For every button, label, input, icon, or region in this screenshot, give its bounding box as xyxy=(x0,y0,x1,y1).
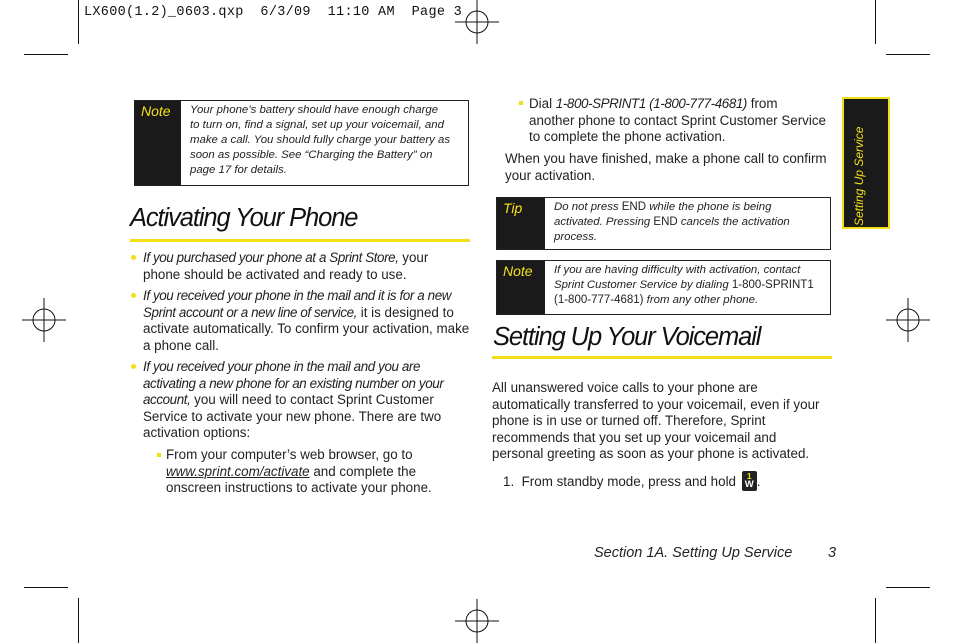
finish-paragraph: When you have finished, make a phone call to confirm your activation. xyxy=(505,151,827,183)
footer-section: Section 1A. Setting Up Service xyxy=(594,545,793,561)
crop-mark xyxy=(24,587,68,588)
section-title: Activating Your Phone xyxy=(130,204,358,232)
bullet-marker xyxy=(131,293,136,298)
registration-mark-icon xyxy=(22,298,66,342)
crop-mark xyxy=(875,0,876,44)
section-title: Setting Up Your Voicemail xyxy=(493,323,761,351)
note-label: Note xyxy=(497,261,545,314)
bullet-text: If you received your phone in the mail and it is for a new Sprint account or a new line of service, it is designed to activate automatically. To confirm your activation, make a phone call. xyxy=(143,288,470,353)
note-label: Note xyxy=(135,101,181,185)
note-box xyxy=(134,100,469,186)
print-header: LX600(1.2)_0603.qxp 6/3/09 11:10 AM Page 3 xyxy=(84,5,463,20)
title-rule xyxy=(130,239,470,242)
bullet-marker xyxy=(131,255,136,260)
bullet-text: If you purchased your phone at a Sprint Store, your phone should be activated and ready to use. xyxy=(143,250,429,282)
sub-bullet-marker xyxy=(519,101,523,105)
sub-bullet-text: Dial 1-800-SPRINT1 (1-800-777-4681) from another phone to contact Sprint Customer Service to complete the phone activation. xyxy=(529,96,826,145)
crop-mark xyxy=(886,54,930,55)
key-1-icon: 1 W xyxy=(742,471,757,491)
voicemail-intro: All unanswered voice calls to your phone are automatically transferred to your voicemail, even if your phone is in use or turned off. Therefore, Sprint recommends that you set up your voicemail and personal greeting as soon as your phone is activated. xyxy=(492,380,820,462)
side-tab-label: Setting Up Service xyxy=(852,126,866,226)
sub-bullet-marker xyxy=(157,453,161,457)
crop-mark xyxy=(78,0,79,44)
note-box xyxy=(496,260,831,315)
page-number: 3 xyxy=(828,545,837,561)
bullet-text: If you received your phone in the mail and you are activating a new phone for an existing number on your account, you will need to contact Sprint Customer Service to activate your new phone. There are two activation options: xyxy=(143,359,444,441)
registration-mark-icon xyxy=(455,0,499,44)
registration-mark-icon xyxy=(455,599,499,643)
tip-text: Do not press END while the phone is being activated. Pressing END cancels the activation process. xyxy=(554,201,790,243)
bullet-marker xyxy=(131,364,136,369)
crop-mark xyxy=(875,598,876,643)
step-1: 1. From standby mode, press and hold 1 W . xyxy=(503,471,761,490)
title-rule xyxy=(492,356,832,359)
registration-mark-icon xyxy=(886,298,930,342)
sub-bullet-text: From your computer’s web browser, go to www.sprint.com/activate and complete the onscreen instructions to activate your phone. xyxy=(166,447,432,496)
crop-mark xyxy=(886,587,930,588)
side-tab xyxy=(842,97,890,229)
tip-box xyxy=(496,197,831,250)
crop-mark xyxy=(24,54,68,55)
tip-label: Tip xyxy=(497,198,545,249)
note-text: If you are having difficulty with activation, contact Sprint Customer Service by dialing 1-800-SPRINT1 (1-800-777-4681) from any other phone. xyxy=(554,264,814,306)
crop-mark xyxy=(78,598,79,643)
activation-link[interactable]: www.sprint.com/activate xyxy=(166,463,310,479)
note-text: Your phone’s battery should have enough charge to turn on, find a signal, set up your voicemail, and make a call. You should fully charge your battery as soon as possible. See “Charging the Battery” on page 17 for details. xyxy=(190,104,451,176)
